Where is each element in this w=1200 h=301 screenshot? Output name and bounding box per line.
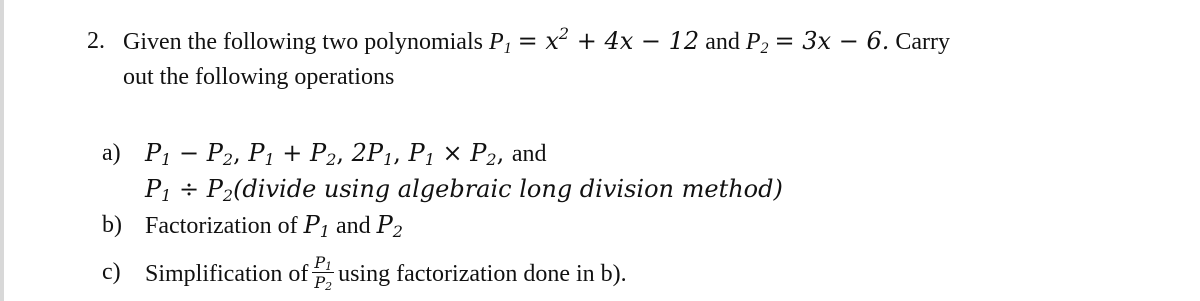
and-word: and bbox=[511, 141, 547, 167]
question-intro-line bbox=[123, 26, 950, 57]
part-a-division bbox=[145, 174, 783, 205]
p1-symbol: $P_1$ bbox=[488, 29, 512, 57]
part-b-label: b) bbox=[102, 212, 122, 238]
op-difference: $P_1 - P_2$, bbox=[145, 139, 249, 169]
p1-expression: = $x^2 + 4x - 12$ bbox=[517, 24, 700, 55]
part-c-label: c) bbox=[102, 259, 121, 285]
p2-symbol: $P_2$ bbox=[376, 211, 403, 241]
part-b-text: Factorization of $P_1$ and $P_2$ bbox=[145, 211, 403, 241]
question-continuation: out the following operations bbox=[123, 64, 395, 90]
part-a-operations bbox=[145, 138, 547, 169]
fraction-p1-over-p2: $\frac{P_1}{P_2}$ bbox=[314, 253, 333, 293]
part-c-text: Simplification of $\frac{P_1}{P_2}$ using factorization done in b). bbox=[145, 253, 627, 293]
p2-expression: = 3x − 6. bbox=[774, 27, 890, 55]
and-word: and bbox=[705, 29, 740, 55]
op-division: $P_1$ ÷ $P_2(divide$ using algebraic long division method) bbox=[145, 175, 783, 205]
question-number: 2. bbox=[87, 28, 105, 54]
p1-symbol: $P_1$ bbox=[303, 211, 330, 241]
part-a-label: a) bbox=[102, 140, 121, 166]
division-method: (divide using algebraic long division method) bbox=[233, 175, 783, 203]
page-edge bbox=[0, 0, 4, 301]
carry-word: Carry bbox=[895, 29, 950, 55]
intro-text: Given the following two polynomials bbox=[123, 29, 483, 55]
op-double: $2P_1$, bbox=[351, 139, 409, 169]
p2-symbol: $P_2$ bbox=[745, 29, 769, 57]
op-sum: $P_1 + P_2$, bbox=[248, 139, 352, 169]
op-product: $P_1 \times P_2$, bbox=[408, 139, 512, 169]
